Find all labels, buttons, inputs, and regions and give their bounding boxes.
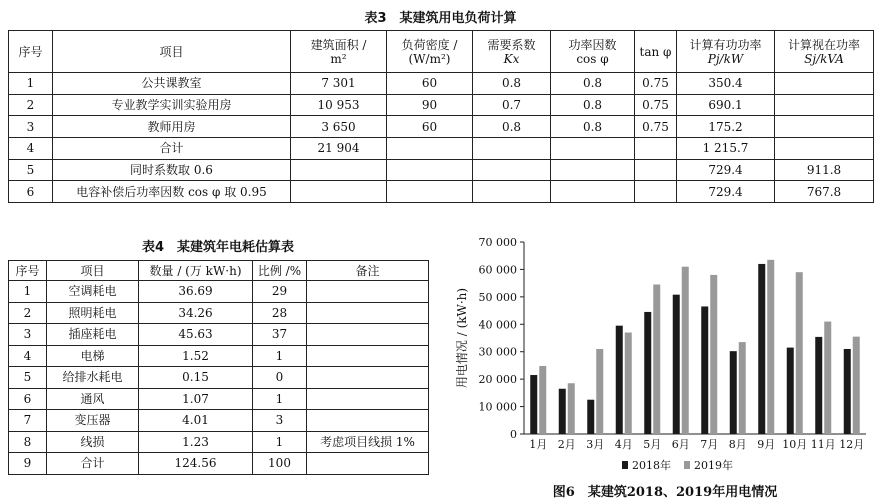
cell-note (307, 388, 429, 410)
col-density (387, 31, 473, 73)
cell-kx: 0.7 (473, 94, 551, 116)
col-sj-l1: 计算视在功率 (787, 37, 860, 52)
cell-tan: 0.75 (635, 94, 677, 116)
cell-qty: 34.26 (139, 302, 253, 324)
bar-series2 (710, 275, 717, 434)
cell-seq: 1 (9, 73, 53, 95)
y-tick-label: 60 000 (478, 263, 517, 277)
cell-cos (551, 138, 635, 160)
x-tick-label: 3月 (586, 438, 605, 451)
x-tick-label: 9月 (757, 438, 776, 451)
bar-series1 (673, 295, 680, 434)
table-row (9, 138, 874, 160)
cell-cos: 0.8 (551, 116, 635, 138)
col-tan: tan φ (635, 31, 677, 73)
col-sj (775, 31, 874, 73)
cell-kx (473, 138, 551, 160)
cell-ratio: 1 (253, 345, 307, 367)
cell-seq: 9 (9, 453, 47, 475)
cell-sj (775, 116, 874, 138)
bar-series1 (758, 264, 765, 434)
cell-seq: 4 (9, 138, 53, 160)
cell-item: 专业教学实训实验用房 (53, 94, 291, 116)
cell-seq: 3 (9, 116, 53, 138)
bar-series1 (787, 348, 794, 434)
cell-ratio: 3 (253, 410, 307, 432)
y-tick-label: 20 000 (478, 373, 517, 387)
cell-ratio: 1 (253, 431, 307, 453)
monthly-consumption-chart (450, 228, 881, 504)
bar-series1 (701, 306, 708, 434)
bar-series2 (568, 383, 575, 434)
bar-series2 (682, 267, 689, 434)
cell-tan (635, 138, 677, 160)
bar-series1 (587, 400, 594, 434)
legend-swatch (684, 461, 690, 469)
col-seq: 序号 (9, 261, 47, 281)
bar-series2 (767, 260, 774, 434)
cell-sj: 911.8 (775, 159, 874, 181)
x-tick-label: 5月 (643, 438, 662, 451)
cell-ratio: 0 (253, 367, 307, 389)
y-tick-label: 0 (510, 428, 517, 441)
cell-seq: 4 (9, 345, 47, 367)
table4-header-row (9, 261, 429, 281)
table-row (9, 388, 429, 410)
y-tick-label: 30 000 (478, 345, 517, 359)
cell-item: 电容补偿后功率因数 cos φ 取 0.95 (53, 181, 291, 203)
table-row (9, 410, 429, 432)
bar-series2 (796, 272, 803, 434)
cell-area: 3 650 (291, 116, 387, 138)
cell-item: 变压器 (47, 410, 139, 432)
bar-series2 (739, 342, 746, 434)
bar-series2 (596, 349, 603, 434)
cell-seq: 6 (9, 388, 47, 410)
col-ratio: 比例 /% (253, 261, 307, 281)
cell-item: 给排水耗电 (47, 367, 139, 389)
cell-area: 7 301 (291, 73, 387, 95)
cell-seq: 5 (9, 159, 53, 181)
bar-series2 (824, 322, 831, 434)
col-density-l1: 负荷密度 / (401, 37, 458, 52)
cell-sj (775, 73, 874, 95)
bar-series2 (853, 337, 860, 434)
bar-series1 (815, 337, 822, 434)
col-sj-l2: Sj/kVA (804, 51, 844, 66)
col-qty: 数量 / (万 kW·h) (139, 261, 253, 281)
legend-label: 2018年 (632, 459, 671, 472)
cell-item: 教师用房 (53, 116, 291, 138)
cell-item: 合计 (47, 453, 139, 475)
cell-tan (635, 181, 677, 203)
cell-area: 10 953 (291, 94, 387, 116)
y-tick-label: 40 000 (478, 318, 517, 332)
bar-series2 (539, 366, 546, 434)
cell-pj: 1 215.7 (677, 138, 775, 160)
y-tick-label: 50 000 (478, 290, 517, 304)
cell-item: 合计 (53, 138, 291, 160)
cell-seq: 7 (9, 410, 47, 432)
cell-cos: 0.8 (551, 94, 635, 116)
col-density-l2: (W/m²) (408, 51, 451, 66)
cell-item: 同时系数取 0.6 (53, 159, 291, 181)
cell-seq: 5 (9, 367, 47, 389)
cell-ratio: 37 (253, 324, 307, 346)
x-tick-label: 8月 (728, 438, 747, 451)
cell-density (387, 138, 473, 160)
cell-kx: 0.8 (473, 73, 551, 95)
col-cos-l1: 功率因数 (568, 37, 617, 52)
x-tick-label: 6月 (671, 438, 690, 451)
cell-qty: 124.56 (139, 453, 253, 475)
cell-seq: 2 (9, 302, 47, 324)
cell-item: 插座耗电 (47, 324, 139, 346)
col-area-l2: m² (330, 51, 347, 66)
cell-ratio: 100 (253, 453, 307, 475)
cell-area (291, 181, 387, 203)
cell-seq: 8 (9, 431, 47, 453)
cell-item: 照明耗电 (47, 302, 139, 324)
x-tick-label: 4月 (614, 438, 633, 451)
table-row (9, 116, 874, 138)
x-tick-label: 11月 (810, 438, 836, 451)
cell-pj: 350.4 (677, 73, 775, 95)
col-area-l1: 建筑面积 / (310, 37, 367, 52)
table3-caption: 表3 某建筑用电负荷计算 (364, 11, 517, 26)
cell-area: 21 904 (291, 138, 387, 160)
cell-density (387, 181, 473, 203)
cell-qty: 36.69 (139, 281, 253, 303)
cell-density (387, 159, 473, 181)
table-row (9, 453, 429, 475)
bar-series1 (644, 312, 651, 434)
cell-item: 公共课教室 (53, 73, 291, 95)
energy-estimate-table (8, 260, 429, 475)
cell-pj: 729.4 (677, 181, 775, 203)
col-seq: 序号 (9, 31, 53, 73)
table-row (9, 73, 874, 95)
cell-note (307, 345, 429, 367)
cell-seq: 2 (9, 94, 53, 116)
cell-sj: 767.8 (775, 181, 874, 203)
cell-density: 90 (387, 94, 473, 116)
cell-seq: 1 (9, 281, 47, 303)
col-cos (551, 31, 635, 73)
cell-note (307, 453, 429, 475)
table-row (9, 431, 429, 453)
cell-density: 60 (387, 116, 473, 138)
cell-qty: 0.15 (139, 367, 253, 389)
table-row (9, 281, 429, 303)
cell-density: 60 (387, 73, 473, 95)
x-tick-label: 2月 (557, 438, 576, 451)
table3-header-row (9, 31, 874, 73)
col-kx (473, 31, 551, 73)
col-item: 项目 (53, 31, 291, 73)
cell-qty: 4.01 (139, 410, 253, 432)
col-kx-l2: Kx (503, 51, 520, 66)
col-item: 项目 (47, 261, 139, 281)
cell-kx (473, 181, 551, 203)
x-tick-label: 7月 (700, 438, 719, 451)
cell-ratio: 29 (253, 281, 307, 303)
cell-ratio: 28 (253, 302, 307, 324)
cell-ratio: 1 (253, 388, 307, 410)
legend-label: 2019年 (694, 459, 733, 472)
cell-qty: 45.63 (139, 324, 253, 346)
x-tick-label: 1月 (529, 438, 548, 451)
cell-item: 通风 (47, 388, 139, 410)
cell-note (307, 281, 429, 303)
y-axis-label: 用电情况 / (kW·h) (455, 287, 469, 389)
col-pj-l2: Pj/kW (707, 51, 744, 66)
cell-area (291, 159, 387, 181)
bar-series2 (625, 333, 632, 434)
cell-qty: 1.07 (139, 388, 253, 410)
table-row (9, 181, 874, 203)
bar-series1 (616, 326, 623, 434)
table-row (9, 345, 429, 367)
legend-swatch (622, 461, 628, 469)
table-row (9, 94, 874, 116)
cell-kx: 0.8 (473, 116, 551, 138)
col-cos-l2: cos φ (576, 51, 609, 66)
cell-sj (775, 94, 874, 116)
cell-note (307, 410, 429, 432)
cell-note (307, 302, 429, 324)
cell-pj: 729.4 (677, 159, 775, 181)
bar-series1 (559, 389, 566, 434)
cell-pj: 690.1 (677, 94, 775, 116)
col-kx-l1: 需要系数 (487, 37, 536, 52)
bar-series1 (844, 349, 851, 434)
table-row (9, 159, 874, 181)
y-tick-label: 10 000 (478, 400, 517, 414)
cell-item: 线损 (47, 431, 139, 453)
col-pj-l1: 计算有功功率 (689, 37, 762, 52)
col-note: 备注 (307, 261, 429, 281)
cell-qty: 1.23 (139, 431, 253, 453)
cell-qty: 1.52 (139, 345, 253, 367)
cell-note: 考虑项目线损 1% (307, 431, 429, 453)
cell-seq: 6 (9, 181, 53, 203)
chart-title: 图6 某建筑2018、2019年用电情况 (552, 485, 778, 500)
cell-cos (551, 159, 635, 181)
cell-cos: 0.8 (551, 73, 635, 95)
cell-tan (635, 159, 677, 181)
cell-sj (775, 138, 874, 160)
cell-pj: 175.2 (677, 116, 775, 138)
cell-note (307, 324, 429, 346)
x-tick-label: 12月 (839, 438, 865, 451)
cell-item: 空调耗电 (47, 281, 139, 303)
cell-note (307, 367, 429, 389)
cell-cos (551, 181, 635, 203)
bar-series2 (653, 285, 660, 434)
bar-series1 (530, 375, 537, 434)
load-calculation-table (8, 30, 874, 203)
table4-caption: 表4 某建筑年电耗估算表 (141, 240, 295, 255)
table-row (9, 302, 429, 324)
table-row (9, 367, 429, 389)
cell-seq: 3 (9, 324, 47, 346)
bar-series1 (730, 351, 737, 434)
col-pj (677, 31, 775, 73)
cell-tan: 0.75 (635, 73, 677, 95)
col-area (291, 31, 387, 73)
cell-kx (473, 159, 551, 181)
cell-tan: 0.75 (635, 116, 677, 138)
x-tick-label: 10月 (782, 438, 808, 451)
y-tick-label: 70 000 (478, 236, 517, 249)
cell-item: 电梯 (47, 345, 139, 367)
table-row (9, 324, 429, 346)
